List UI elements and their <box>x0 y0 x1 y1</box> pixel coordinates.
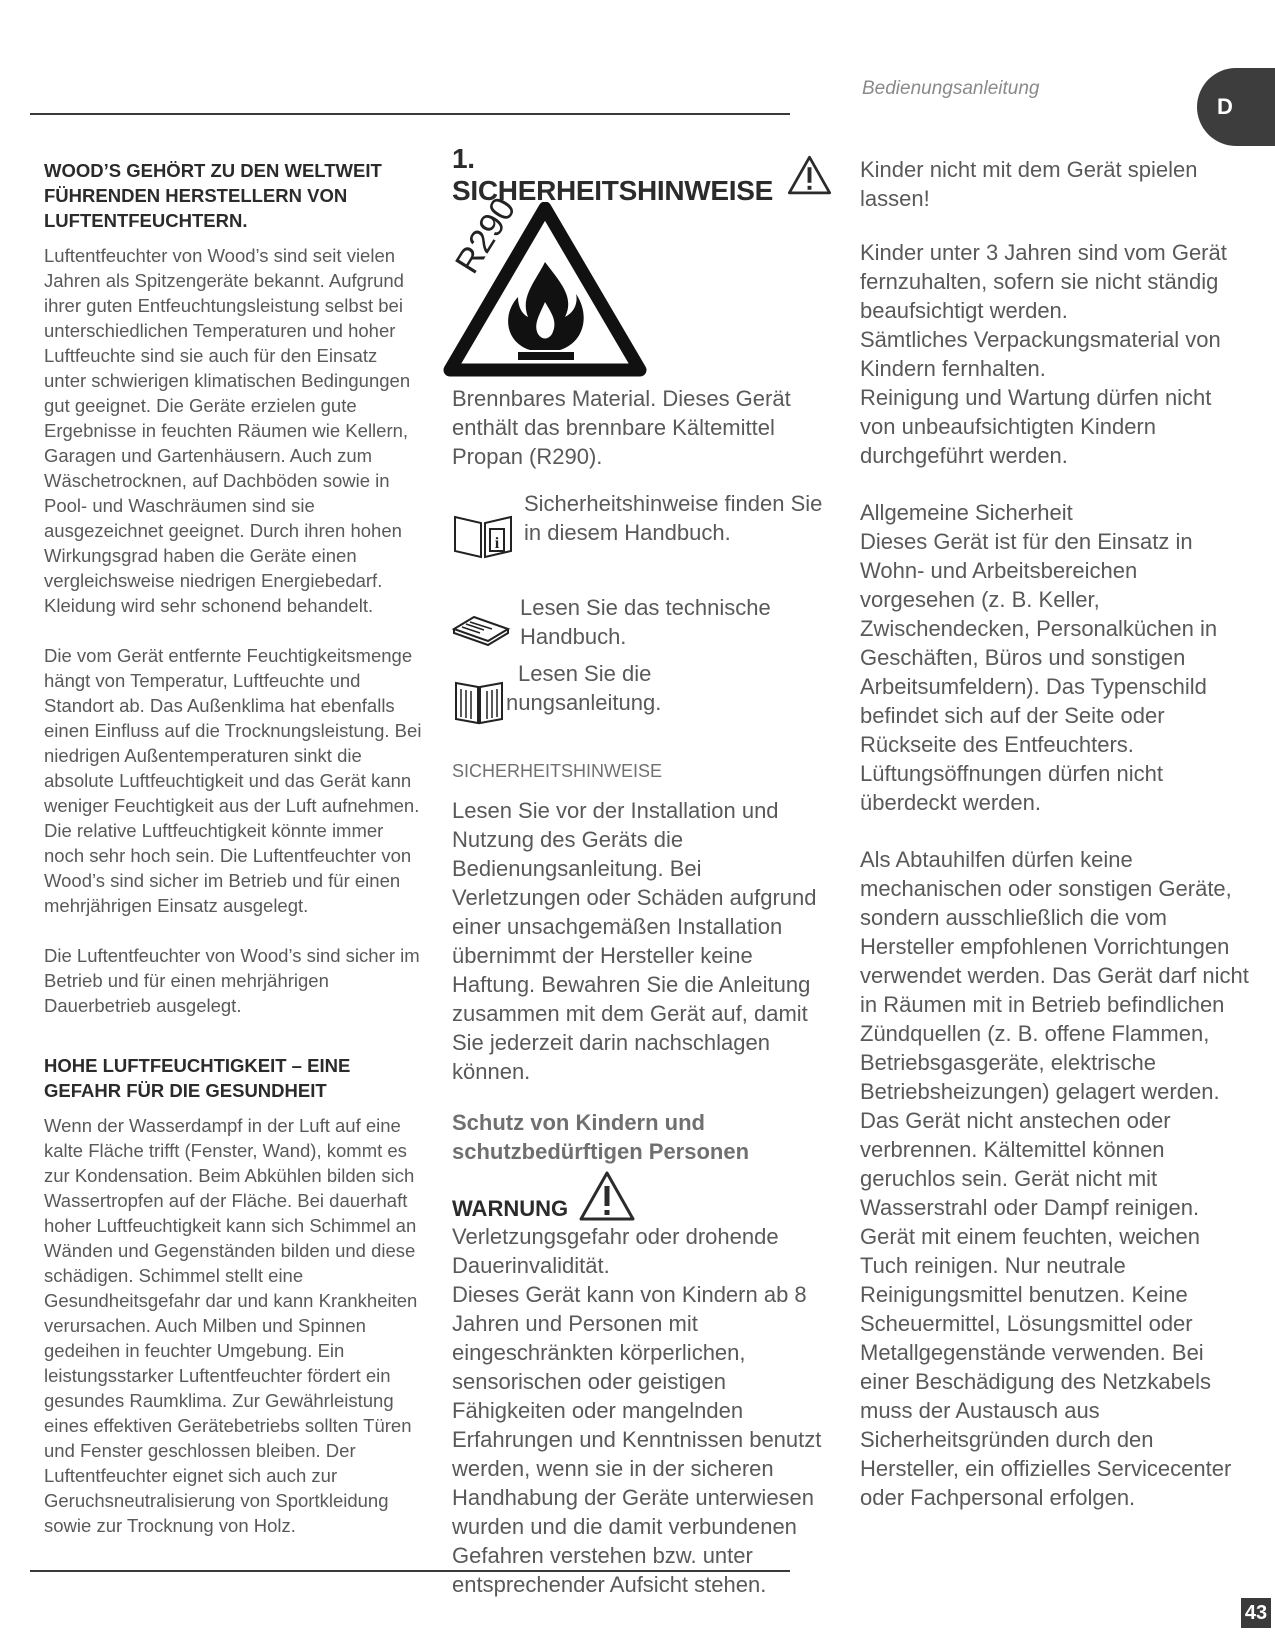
children-block <box>860 238 1250 470</box>
safety-manual-note: Sicherheitshinweise finden Sie in diesem Handbuch. <box>524 491 823 545</box>
column-safety <box>448 143 832 1599</box>
safety-subheading: SICHERHEITSHINWEISE <box>452 761 663 781</box>
r290-label: R290 <box>448 191 524 281</box>
bottom-rule <box>30 1570 790 1572</box>
under3-text: Kinder unter 3 Jahren sind vom Gerät fernzuhalten, sofern sie nicht ständig beaufsichtigt werden. <box>860 240 1227 323</box>
header-title: Bedienungsanleitung <box>862 78 1040 99</box>
health-paragraph: Wenn der Wasserdampf in der Luft auf eine kalte Fläche trifft (Fenster, Wand), kommt es zur Kondensation. Beim Abkühlen bilden sich Wassertropfen auf der Fläche. Bei dauerhaft hoher Luftfeuchtigkeit kann sich Schimmel an Wänden und Gegenständen bilden und diese schädigen. Schimmel stellt eine Gesundheitsgefahr dar und kann Krankheiten verursachen. Auch Milben und Spinnen gedeihen in feuchter Umgebung. Ein leistungsstarker Luftentfeuchter fördert ein gesundes Raumklima. Zur Gewährleistung eines effektiven Gerätebetriebs sollten Türen und Fenster geschlossen bleiben. Der Luftentfeuchter eignet sich auch zur Geruchsneutralisierung von Sportkleidung sowie zur Trocknung von Holz. <box>44 1115 418 1536</box>
info-book-icon <box>452 511 514 561</box>
general-block <box>860 498 1250 817</box>
operating-manual-note-line1: Lesen Sie die <box>518 661 652 686</box>
top-rule <box>30 113 790 115</box>
warning-title: WARNUNG <box>452 1196 569 1221</box>
cleaning-children-text: Reinigung und Wartung dürfen nicht von unbeaufsichtigten Kindern durchgeführt werden. <box>860 385 1212 468</box>
packaging-text: Sämtliches Verpackungsmaterial von Kindern fernhalten. <box>860 327 1221 381</box>
technical-manual-note: Lesen Sie das technische Handbuch. <box>520 595 771 649</box>
column-general-safety <box>860 155 1250 1537</box>
page-number: 43 <box>1241 1598 1271 1628</box>
technical-manual-icon <box>452 607 512 647</box>
language-tab: D <box>1197 68 1275 146</box>
general-safety-text: Dieses Gerät ist für den Einsatz in Wohn- und Arbeitsbereichen vorgesehen (z. B. Keller, Zwischendecken, Personalküchen in Geschäften, Büros und sonstigen Arbeitsumfeldern). Das Typenschild befindet sich auf der Seite oder Rückseite des Entfeuchters. Lüftungsöffnungen dürfen nicht überdeckt werden. <box>860 529 1218 815</box>
children-text: Dieses Gerät kann von Kindern ab 8 Jahren und Personen mit eingeschränkten körperlichen, sensorischen oder geistigen Fähigkeiten oder mangelnden Erfahrungen und Kenntnissen benutzt werden, wenn sie in der sicheren Handhabung der Geräte unterwiesen wurden und die damit verbundenen Gefahren verstehen bzw. unter entsprechender Aufsicht stehen. <box>452 1282 822 1597</box>
durability-paragraph: Die Luftentfeuchter von Wood’s sind sicher im Betrieb und für einen mehrjährigen Dauerbetrieb ausgelegt. <box>44 945 420 1016</box>
warning-text: Verletzungsgefahr oder drohende Dauerinvalidität. <box>452 1224 779 1278</box>
column-intro <box>44 158 424 1563</box>
warning-triangle-icon <box>787 149 832 201</box>
section-title: 1. SICHERHEITSHINWEISE <box>452 143 774 206</box>
operating-manual-note <box>506 659 806 727</box>
refrigerant-text: Kältemittel können geruchlos sein. <box>860 1137 1165 1191</box>
operating-manual-icon <box>452 675 506 727</box>
health-heading: HOHE LUFTFEUCHTIGKEIT – EINE GEFAHR FÜR DIE GESUNDHEIT <box>44 1055 351 1101</box>
svg-text:i: i <box>494 535 500 552</box>
defrost-text: Als Abtauhilfen dürfen keine mechanischen oder sonstigen Geräte, sondern ausschließlich die vom Hersteller empfohlenen Vorrichtungen verwendet werden. <box>860 847 1232 988</box>
room-text: Das Gerät darf nicht in Räumen mit in Betrieb befindlichen Zündquellen (z. B. offene Flammen, Betriebsgasgeräte, elektrische Betriebsheizungen) gelagert werden. Das Gerät nicht anstechen oder verbrennen. <box>860 963 1249 1162</box>
intro-paragraph: Luftentfeuchter von Wood’s sind seit vielen Jahren als Spitzengeräte bekannt. Aufgrund ihrer guten Entfeuchtungsleistung selbst bei unterschiedlichen Temperaturen und hoher Luftfeuchte sind sie auch für den Einsatz unter schwierigen klimatischen Bedingungen gut geeignet. Die Geräte erzielen gute Ergebnisse in feuchten Räumen wie Kellern, Garagen und Gartenhäusern. Auch zum Wäschetrocknen, auf Dachböden sowie in Pool- und Waschräumen sind sie ausgezeichnet geeignet. Durch ihren hohen Wirkungsgrad haben die Geräte einen vergleichsweise niedrigen Energiebedarf. Kleidung wird sehr schonend behandelt. <box>44 245 411 616</box>
intro-heading: WOOD’S GEHÖRT ZU DEN WELTWEIT FÜHRENDEN HERSTELLERN VON LUFTENTFEUCHTERN. <box>44 160 382 231</box>
cable-text: Bei einer Beschädigung des Netzkabels muss der Austausch aus Sicherheitsgründen durch den Hersteller, ein offizielles Servicecenter oder Fachpersonal erfolgen. <box>860 1340 1232 1510</box>
cleaning-text: Gerät nicht mit Wasserstrahl oder Dampf reinigen. Gerät mit einem feuchten, weichen Tuch reinigen. Nur neutrale Reinigungsmittel benutzen. Keine Scheuermittel, Lösungsmittel oder Metallgegenstände verwenden. <box>860 1166 1200 1365</box>
defrost-block <box>860 845 1250 1512</box>
general-safety-title: Allgemeine Sicherheit <box>860 500 1073 525</box>
children-play-text: Kinder nicht mit dem Gerät spielen lassen! <box>860 157 1198 211</box>
children-heading: Schutz von Kindern und schutzbedürftigen Personen <box>452 1110 750 1164</box>
warning-small-icon <box>578 1170 636 1222</box>
installation-text: Lesen Sie vor der Installation und Nutzung des Geräts die Bedienungsanleitung. Bei Verletzungen oder Schäden aufgrund einer unsachgemäßen Installation übernimmt der Hersteller keine Haftung. Bewahren Sie die Anleitung zusammen mit dem Gerät auf, damit Sie jederzeit darin nachschlagen können. <box>452 798 817 1084</box>
humidity-paragraph: Die vom Gerät entfernte Feuchtigkeitsmenge hängt von Temperatur, Luftfeuchte und Standort ab. Das Außenklima hat ebenfalls einen Einfluss auf die Trocknungsleistung. Bei niedrigen Außentemperaturen sinkt die absolute Luftfeuchtigkeit und das Gerät kann weniger Feuchtigkeit aus der Luft aufnehmen. Die relative Luftfeuchtigkeit könnte immer noch sehr hoch sein. Die Luftentfeuchter von Wood’s sind sicher im Betrieb und für einen mehrjährigen Einsatz ausgelegt. <box>44 645 422 916</box>
flammable-text: Brennbares Material. Dieses Gerät enthält das brennbare Kältemittel Propan (R290). <box>452 386 791 469</box>
operating-manual-note-line2: nungsanleitung. <box>506 690 662 715</box>
